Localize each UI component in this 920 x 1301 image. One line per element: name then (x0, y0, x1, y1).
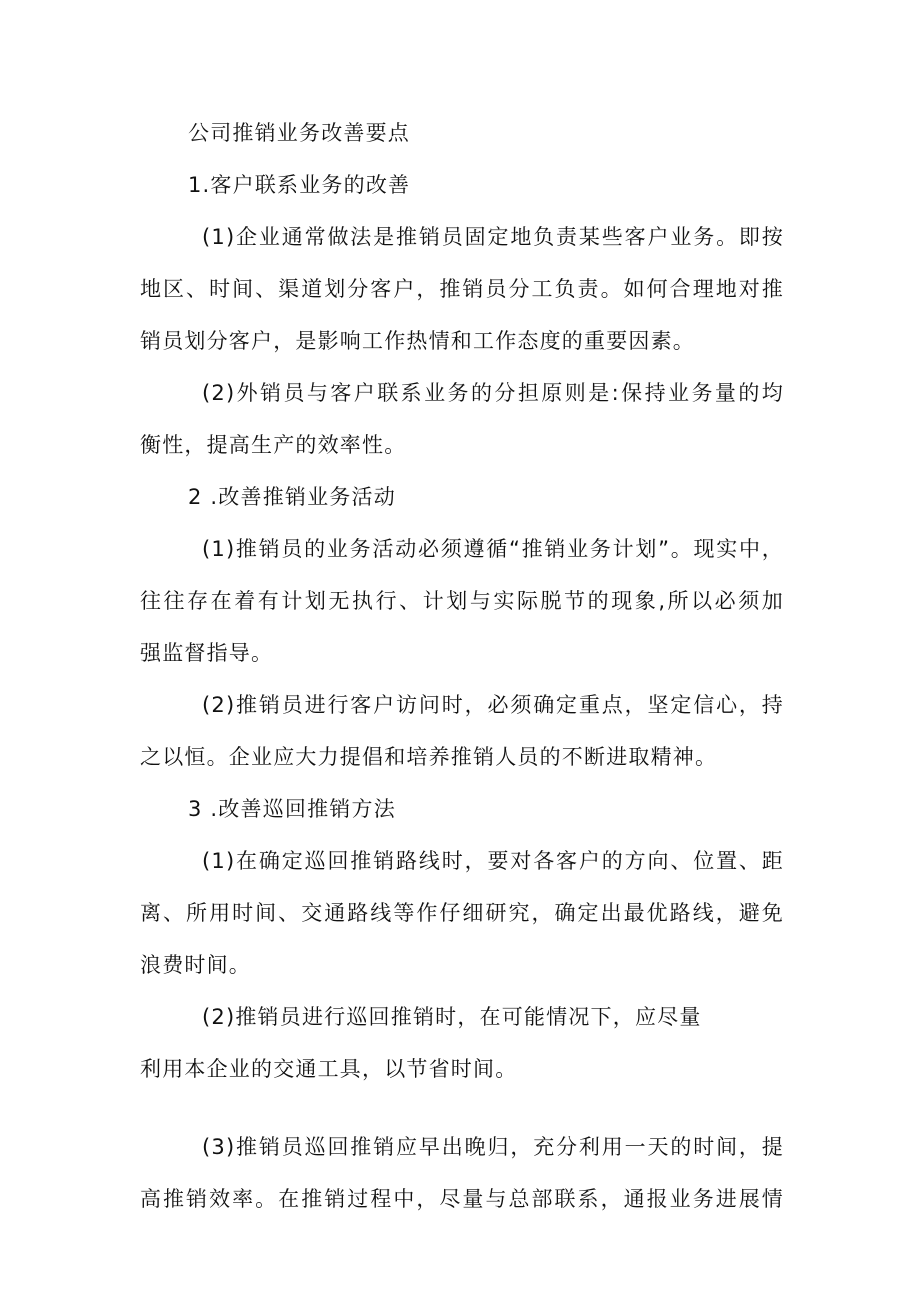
paragraph-line: 销员划分客户，是影响工作热情和工作态度的重要因素。 (140, 329, 695, 353)
paragraph-line: (2)推销员进行巡回推销时，在可能情况下，应尽量 (202, 1005, 702, 1029)
paragraph-line: (1)推销员的业务活动必须遵循“推销业务计划”。现实中， (202, 537, 784, 561)
paragraph-line: (2)外销员与客户联系业务的分担原则是:保持业务量的均 (202, 381, 784, 405)
paragraph-line: 之以恒。企业应大力提倡和培养推销人员的不断进取精神。 (140, 745, 718, 769)
paragraph-line: 浪费时间。 (140, 953, 251, 977)
paragraph-line: 衡性，提高生产的效率性。 (140, 433, 407, 457)
paragraph-line: (3)推销员巡回推销应早出晚归，充分利用一天的时间，提 (202, 1135, 784, 1159)
paragraph-line: 强监督指导。 (140, 641, 274, 665)
section-heading: 1.客户联系业务的改善 (188, 173, 411, 197)
section-heading: 3 .改善巡回推销方法 (188, 797, 396, 821)
paragraph-line: 地区、时间、渠道划分客户，推销员分工负责。如何合理地对推 (140, 277, 784, 301)
paragraph-line: 往往存在着有计划无执行、计划与实际脱节的现象,所以必须加 (140, 589, 784, 613)
paragraph-line: 利用本企业的交通工具，以节省时间。 (140, 1057, 518, 1081)
paragraph-line: 高推销效率。在推销过程中，尽量与总部联系，通报业务进展情 (140, 1187, 784, 1211)
section-heading: 2 .改善推销业务活动 (188, 485, 396, 509)
paragraph-line: (2)推销员进行客户访问时，必须确定重点，坚定信心，持 (202, 693, 784, 717)
document-title: 公司推销业务改善要点 (188, 121, 410, 145)
paragraph-line: 离、所用时间、交通路线等作仔细研究，确定出最优路线，避免 (140, 901, 784, 925)
document-body (140, 112, 784, 1212)
paragraph-line: (1)企业通常做法是推销员固定地负责某些客户业务。即按 (202, 225, 784, 249)
paragraph-line: (1)在确定巡回推销路线时，要对各客户的方向、位置、距 (202, 849, 784, 873)
